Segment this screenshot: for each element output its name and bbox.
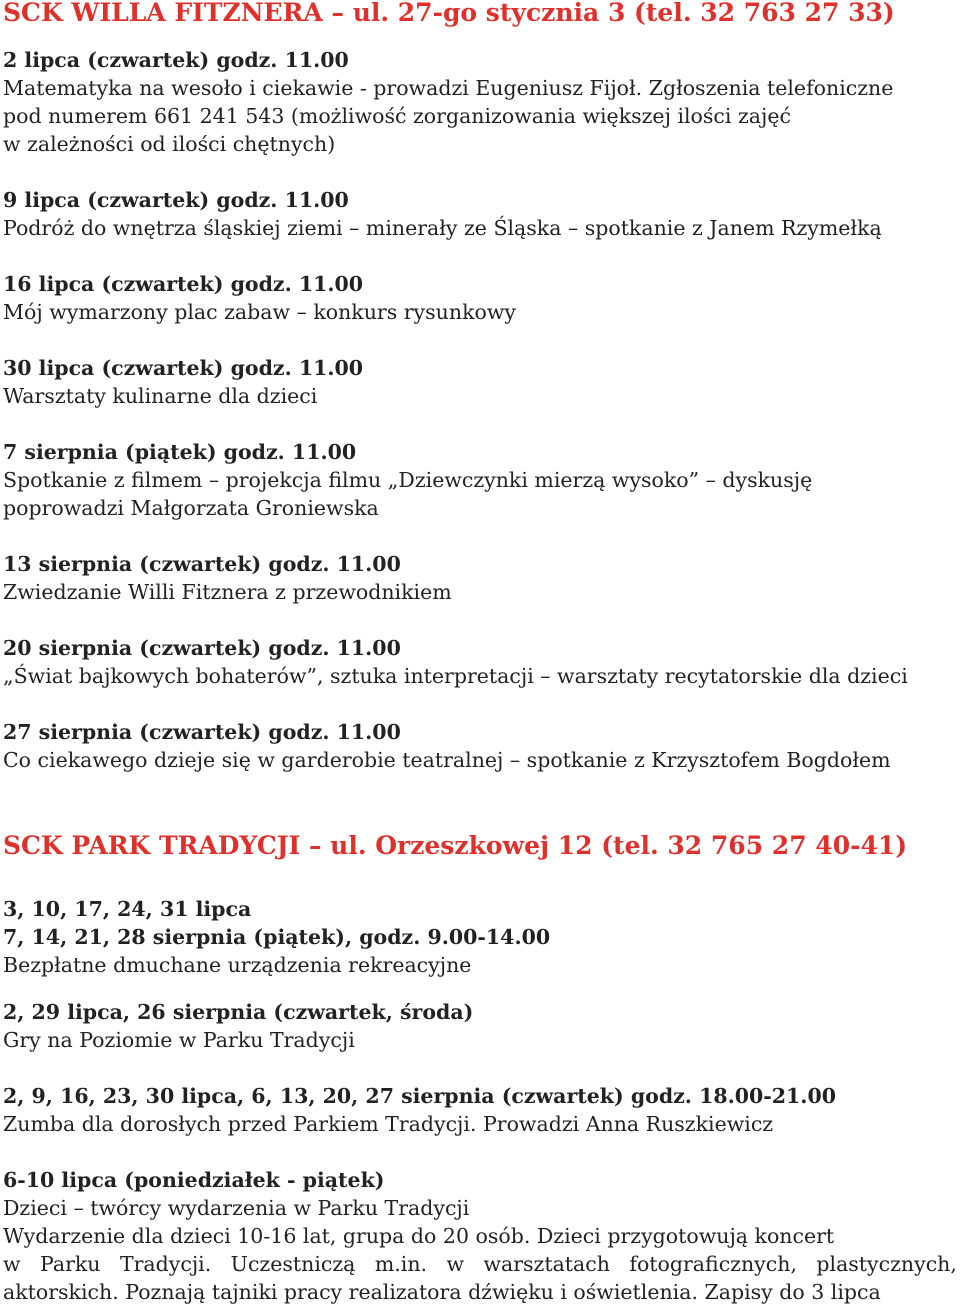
section-heading-willa-fitznera: SCK WILLA FITZNERA – ul. 27-go stycznia 3 (tel. 32 763 27 33) [3, 0, 895, 27]
event-date: 2, 29 lipca, 26 sierpnia (czwartek, środa) [3, 1000, 474, 1024]
word: Parku [39, 1252, 101, 1276]
event-description: poprowadzi Małgorzata Groniewska [3, 496, 379, 520]
event-description: aktorskich. Poznają tajniki pracy realizatora dźwięku i oświetlenia. Zapisy do 3 lipca [3, 1280, 881, 1304]
event-description: Mój wymarzony plac zabaw – konkurs rysunkowy [3, 300, 516, 324]
word: warsztatach [483, 1252, 610, 1276]
event-description: Warsztaty kulinarne dla dzieci [3, 384, 318, 408]
event-description: Wydarzenie dla dzieci 10-16 lat, grupa do 20 osób. Dzieci przygotowują koncert [3, 1224, 835, 1248]
event-date: 3, 10, 17, 24, 31 lipca [3, 897, 252, 921]
word: w [446, 1252, 465, 1276]
event-description: w zależności od ilości chętnych) [3, 132, 336, 156]
event-date: 30 lipca (czwartek) godz. 11.00 [3, 356, 364, 380]
event-description: Co ciekawego dzieje się w garderobie teatralnej – spotkanie z Krzysztofem Bogdołem [3, 748, 891, 772]
word: Tradycji. [119, 1252, 212, 1276]
word: fotograficznych, [629, 1252, 797, 1276]
event-description: Matematyka na wesoło i ciekawie - prowadzi Eugeniusz Fijoł. Zgłoszenia telefoniczne [3, 76, 894, 100]
event-description: „Świat bajkowych bohaterów”, sztuka interpretacji – warsztaty recytatorskie dla dzieci [3, 664, 908, 688]
event-description: Zwiedzanie Willi Fitznera z przewodnikiem [3, 580, 452, 604]
event-date: 7, 14, 21, 28 sierpnia (piątek), godz. 9.00-14.00 [3, 925, 551, 949]
event-description-justified [3, 1250, 957, 1278]
event-date: 7 sierpnia (piątek) godz. 11.00 [3, 440, 357, 464]
word: plastycznych, [816, 1252, 957, 1276]
event-description: pod numerem 661 241 543 (możliwość zorganizowania większej ilości zajęć [3, 104, 791, 128]
event-date: 13 sierpnia (czwartek) godz. 11.00 [3, 552, 401, 576]
event-description: Zumba dla dorosłych przed Parkiem Tradycji. Prowadzi Anna Ruszkiewicz [3, 1112, 774, 1136]
event-date: 6-10 lipca (poniedziałek - piątek) [3, 1168, 385, 1192]
event-description: Podróż do wnętrza śląskiej ziemi – minerały ze Śląska – spotkanie z Janem Rzymełką [3, 216, 882, 240]
event-date: 20 sierpnia (czwartek) godz. 11.00 [3, 636, 401, 660]
event-date: 2 lipca (czwartek) godz. 11.00 [3, 48, 349, 72]
event-date: 9 lipca (czwartek) godz. 11.00 [3, 188, 349, 212]
event-description: Dzieci – twórcy wydarzenia w Parku Tradycji [3, 1196, 470, 1220]
word: w [3, 1252, 21, 1276]
event-description: Bezpłatne dmuchane urządzenia rekreacyjne [3, 953, 472, 977]
event-date: 27 sierpnia (czwartek) godz. 11.00 [3, 720, 401, 744]
word: m.in. [374, 1252, 428, 1276]
section-heading-park-tradycji: SCK PARK TRADYCJI – ul. Orzeszkowej 12 (tel. 32 765 27 40-41) [3, 831, 908, 860]
event-description: Spotkanie z filmem – projekcja filmu „Dziewczynki mierzą wysoko” – dyskusję [3, 468, 813, 492]
event-date: 16 lipca (czwartek) godz. 11.00 [3, 272, 364, 296]
word: Uczestniczą [230, 1252, 356, 1276]
event-description: Gry na Poziomie w Parku Tradycji [3, 1028, 355, 1052]
event-date: 2, 9, 16, 23, 30 lipca, 6, 13, 20, 27 sierpnia (czwartek) godz. 18.00-21.00 [3, 1084, 836, 1108]
